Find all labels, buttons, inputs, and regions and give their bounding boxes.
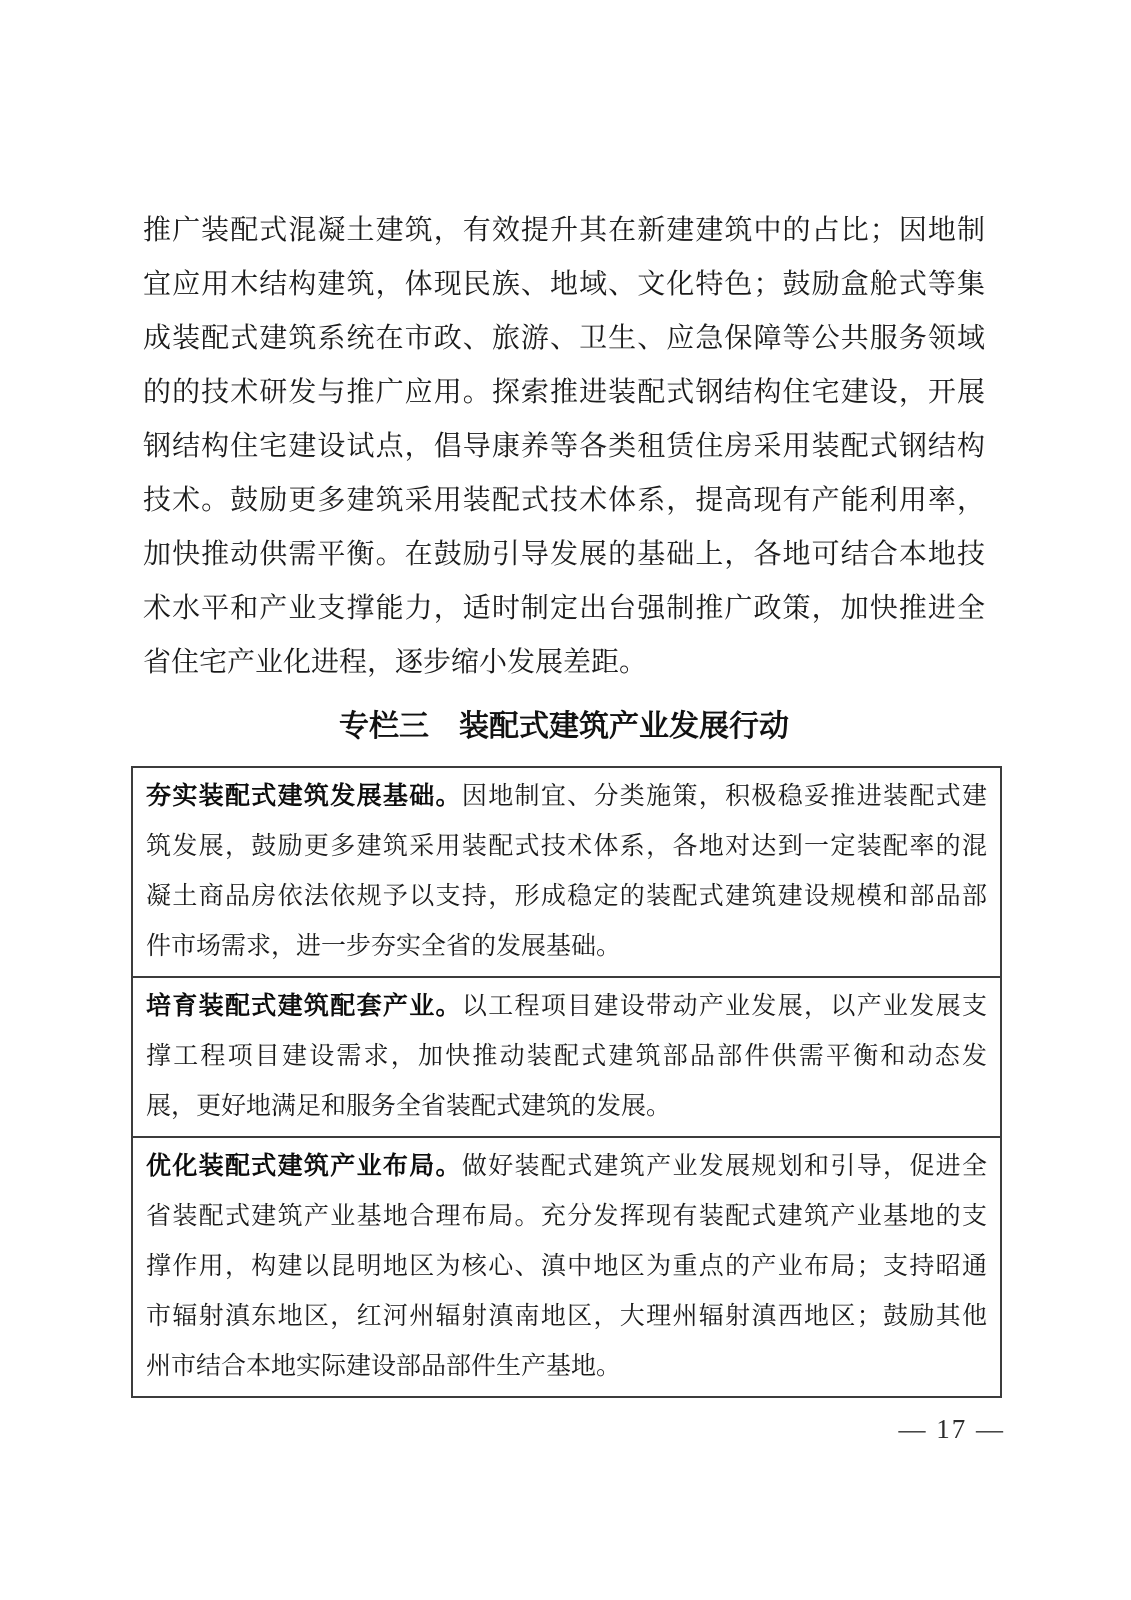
- panel-text-line: 撑工程项目建设需求，加快推动装配式建筑部品部件供需平衡和动态发: [146, 1043, 987, 1070]
- panel-text-line: 凝土商品房依法依规予以支持，形成稳定的装配式建筑建设规模和部品部: [146, 883, 987, 910]
- panel-text-line: 州市结合本地实际建设部品部件生产基地。: [146, 1353, 622, 1380]
- body-text-line: 加快推动供需平衡。在鼓励引导发展的基础上，各地可结合本地技: [143, 539, 985, 570]
- section-first-line-text: 因地制宜、分类施策，积极稳妥推进装配式建: [461, 783, 987, 810]
- body-paragraph: [143, 204, 985, 690]
- body-text-line: 宜应用木结构建筑，体现民族、地域、文化特色；鼓励盒舱式等集: [143, 269, 985, 300]
- section-title-bold: 夯实装配式建筑发展基础。: [146, 783, 462, 810]
- panel-text-line: 市辐射滇东地区，红河州辐射滇南地区，大理州辐射滇西地区；鼓励其他: [146, 1303, 987, 1330]
- section-first-line-text: 以工程项目建设带动产业发展，以产业发展支: [461, 993, 987, 1020]
- panel-text-line: 件市场需求，进一步夯实全省的发展基础。: [146, 933, 622, 960]
- body-text-line: 省住宅产业化进程，逐步缩小发展差距。: [143, 647, 648, 678]
- panel-text-line: 展，更好地满足和服务全省装配式建筑的发展。: [146, 1093, 672, 1120]
- panel-heading: 专栏三 装配式建筑产业发展行动: [339, 710, 789, 743]
- page-number: — 17 —: [898, 1414, 1005, 1444]
- panel-section-foundation: [133, 768, 1000, 976]
- body-text-line: 术水平和产业支撑能力，适时制定出台强制推广政策，加快推进全: [143, 593, 985, 624]
- panel-section-supporting-industry: [133, 976, 1000, 1136]
- panel-box: [131, 766, 1002, 1398]
- section-first-line-text: 做好装配式建筑产业发展规划和引导，促进全: [461, 1153, 987, 1180]
- body-text-line: 的的技术研发与推广应用。探索推进装配式钢结构住宅建设，开展: [143, 377, 985, 408]
- panel-text-line: 撑作用，构建以昆明地区为核心、滇中地区为重点的产业布局；支持昭通: [146, 1253, 987, 1280]
- panel-text-line: 筑发展，鼓励更多建筑采用装配式技术体系，各地对达到一定装配率的混: [146, 833, 987, 860]
- section-title-bold: 培育装配式建筑配套产业。: [146, 993, 462, 1020]
- panel-section-industry-layout: [133, 1136, 1000, 1396]
- panel-text-line: [146, 1142, 987, 1192]
- body-text-line: 推广装配式混凝土建筑，有效提升其在新建建筑中的占比；因地制: [143, 215, 985, 246]
- section-title-bold: 优化装配式建筑产业布局。: [146, 1153, 462, 1180]
- panel-text-line: [146, 772, 987, 822]
- panel-text-line: [146, 982, 987, 1032]
- body-text-line: 成装配式建筑系统在市政、旅游、卫生、应急保障等公共服务领域: [143, 323, 985, 354]
- body-text-line: 钢结构住宅建设试点，倡导康养等各类租赁住房采用装配式钢结构: [143, 431, 985, 462]
- body-text-line: 技术。鼓励更多建筑采用装配式技术体系，提高现有产能利用率，: [143, 485, 985, 516]
- panel-text-line: 省装配式建筑产业基地合理布局。充分发挥现有装配式建筑产业基地的支: [146, 1203, 987, 1230]
